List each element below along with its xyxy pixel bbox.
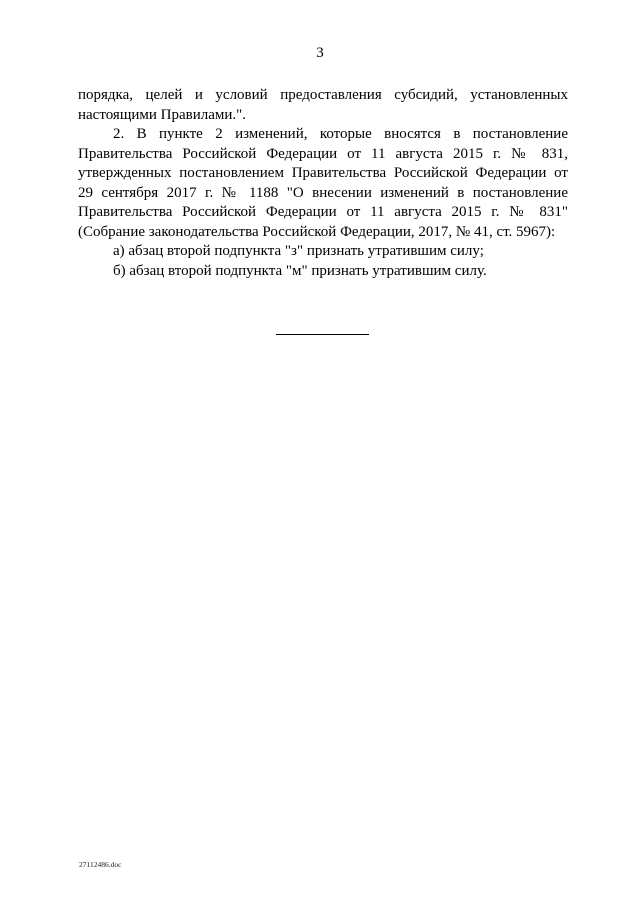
body-line-10: б) абзац второй подпункта "м" признать утратившим силу.	[113, 262, 487, 279]
footer-filename: 27112486.doc	[79, 860, 122, 869]
body-line-9: а) абзац второй подпункта "з" признать утратившим силу;	[113, 243, 484, 259]
body-line-4: Правительства Российской Федерации от 11 августа 2015 г. № 831,	[78, 145, 568, 162]
body-line-5: утвержденных постановлением Правительства Российской Федерации от	[78, 165, 568, 181]
body-line-3: 2. В пункте 2 изменений, которые вносятся в постановление	[113, 126, 568, 142]
body-line-6: 29 сентября 2017 г. № 1188 "О внесении изменений в постановление	[78, 184, 568, 201]
body-line-2: настоящими Правилами.".	[78, 106, 247, 123]
page-number: 3	[316, 45, 324, 61]
document-body	[78, 86, 568, 281]
body-line-1: порядка, целей и условий предоставления субсидий, установленных	[78, 87, 568, 103]
section-separator-line	[276, 334, 369, 335]
body-line-7: Правительства Российской Федерации от 11 августа 2015 г. № 831"	[78, 204, 568, 220]
body-line-8: (Собрание законодательства Российской Федерации, 2017, № 41, ст. 5967):	[78, 223, 556, 240]
